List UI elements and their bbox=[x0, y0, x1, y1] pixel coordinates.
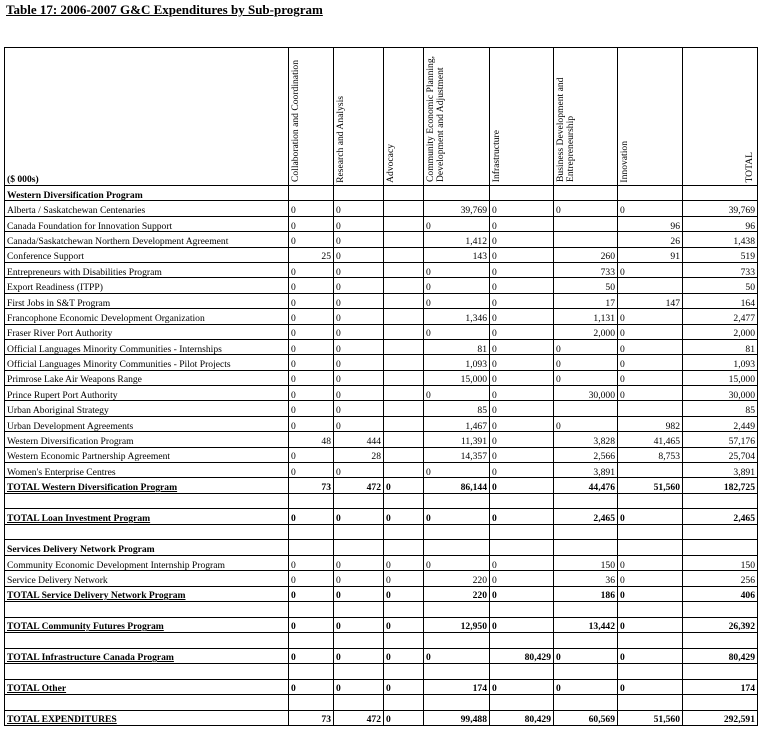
cell-value: 0 bbox=[490, 478, 554, 493]
cell-value: 73 bbox=[289, 710, 334, 725]
cell-value bbox=[384, 201, 424, 216]
cell-value: 0 bbox=[334, 586, 384, 601]
cell-value: 0 bbox=[334, 555, 384, 570]
cell-value bbox=[384, 386, 424, 401]
cell-value: 0 bbox=[424, 278, 490, 293]
total-row bbox=[5, 509, 758, 524]
cell-value: 0 bbox=[334, 309, 384, 324]
cell-value: 292,591 bbox=[683, 710, 758, 725]
cell-value: 0 bbox=[384, 509, 424, 524]
cell-value: 2,465 bbox=[554, 509, 618, 524]
cell-value: 0 bbox=[289, 416, 334, 431]
cell-value: 0 bbox=[490, 278, 554, 293]
table-row bbox=[5, 232, 758, 247]
total-row bbox=[5, 617, 758, 632]
cell-value: 12,950 bbox=[424, 617, 490, 632]
cell-value: 0 bbox=[554, 679, 618, 694]
row-label: TOTAL Community Futures Program bbox=[5, 617, 289, 632]
spacer-row bbox=[5, 694, 758, 710]
cell-value: 41,465 bbox=[618, 432, 683, 447]
cell-value bbox=[554, 232, 618, 247]
spacer-row bbox=[5, 524, 758, 540]
cell-value: 0 bbox=[554, 339, 618, 354]
table-row bbox=[5, 324, 758, 339]
cell-value: 0 bbox=[384, 586, 424, 601]
row-label: Prince Rupert Port Authority bbox=[5, 386, 289, 401]
cell-value: 0 bbox=[618, 309, 683, 324]
cell-value: 164 bbox=[683, 293, 758, 308]
cell-value: 0 bbox=[490, 463, 554, 478]
cell-value: 80,429 bbox=[490, 710, 554, 725]
cell-value: 150 bbox=[554, 555, 618, 570]
cell-value: 0 bbox=[289, 401, 334, 416]
cell-value: 85 bbox=[424, 401, 490, 416]
cell-value: 0 bbox=[424, 555, 490, 570]
cell-value: 81 bbox=[683, 339, 758, 354]
cell-value: 0 bbox=[289, 555, 334, 570]
cell-value: 0 bbox=[554, 416, 618, 431]
cell-value: 0 bbox=[289, 293, 334, 308]
total-row bbox=[5, 710, 758, 725]
row-label: Primrose Lake Air Weapons Range bbox=[5, 370, 289, 385]
cell-value: 0 bbox=[618, 201, 683, 216]
cell-value: 0 bbox=[334, 262, 384, 277]
row-label: Community Economic Development Internship Program bbox=[5, 555, 289, 570]
cell-value: 0 bbox=[554, 648, 618, 663]
row-label: Export Readiness (ITPP) bbox=[5, 278, 289, 293]
table-row bbox=[5, 370, 758, 385]
col-header: Research and Analysis bbox=[335, 95, 346, 183]
cell-value: 0 bbox=[289, 617, 334, 632]
cell-value: 0 bbox=[424, 648, 490, 663]
cell-value: 519 bbox=[683, 247, 758, 262]
cell-value: 0 bbox=[424, 262, 490, 277]
cell-value: 0 bbox=[490, 401, 554, 416]
cell-value bbox=[384, 432, 424, 447]
cell-value: 48 bbox=[289, 432, 334, 447]
cell-value: 0 bbox=[289, 232, 334, 247]
cell-value: 0 bbox=[490, 447, 554, 462]
cell-value: 1,093 bbox=[683, 355, 758, 370]
cell-value: 3,828 bbox=[554, 432, 618, 447]
row-label: Fraser River Port Authority bbox=[5, 324, 289, 339]
cell-value: 472 bbox=[334, 478, 384, 493]
row-label: Entrepreneurs with Disabilities Program bbox=[5, 262, 289, 277]
cell-value: 0 bbox=[334, 201, 384, 216]
col-header: Community Economic Planning, Development and Adjustment bbox=[425, 56, 447, 183]
cell-value: 80,429 bbox=[683, 648, 758, 663]
row-label: TOTAL Western Diversification Program bbox=[5, 478, 289, 493]
cell-value: 444 bbox=[334, 432, 384, 447]
cell-value bbox=[384, 447, 424, 462]
cell-value: 0 bbox=[424, 386, 490, 401]
cell-value: 0 bbox=[384, 617, 424, 632]
row-label: Service Delivery Network bbox=[5, 571, 289, 586]
table-row bbox=[5, 432, 758, 447]
cell-value: 26,392 bbox=[683, 617, 758, 632]
cell-value: 0 bbox=[490, 201, 554, 216]
cell-value: 406 bbox=[683, 586, 758, 601]
col-header: Advocacy bbox=[385, 143, 396, 183]
cell-value: 260 bbox=[554, 247, 618, 262]
table-body bbox=[5, 186, 758, 726]
cell-value: 3,891 bbox=[554, 463, 618, 478]
cell-value: 0 bbox=[334, 509, 384, 524]
row-label: Francophone Economic Development Organization bbox=[5, 309, 289, 324]
cell-value: 30,000 bbox=[554, 386, 618, 401]
cell-value: 0 bbox=[490, 586, 554, 601]
table-row bbox=[5, 571, 758, 586]
cell-value: 11,391 bbox=[424, 432, 490, 447]
cell-value bbox=[384, 324, 424, 339]
row-label: Western Diversification Program bbox=[5, 432, 289, 447]
cell-value: 0 bbox=[334, 648, 384, 663]
row-label: TOTAL Other bbox=[5, 679, 289, 694]
cell-value: 733 bbox=[554, 262, 618, 277]
cell-value: 0 bbox=[384, 555, 424, 570]
spacer-row bbox=[5, 663, 758, 679]
cell-value: 0 bbox=[618, 339, 683, 354]
table-row bbox=[5, 463, 758, 478]
cell-value: 99,488 bbox=[424, 710, 490, 725]
cell-value bbox=[384, 293, 424, 308]
cell-value: 0 bbox=[289, 509, 334, 524]
cell-value: 1,412 bbox=[424, 232, 490, 247]
table-row bbox=[5, 416, 758, 431]
cell-value: 14,357 bbox=[424, 447, 490, 462]
cell-value: 25 bbox=[289, 247, 334, 262]
cell-value: 15,000 bbox=[683, 370, 758, 385]
cell-value: 0 bbox=[334, 247, 384, 262]
cell-value: 0 bbox=[289, 309, 334, 324]
cell-value: 0 bbox=[554, 355, 618, 370]
cell-value: 0 bbox=[424, 463, 490, 478]
cell-value: 81 bbox=[424, 339, 490, 354]
col-header: Business Development and Entrepreneurship bbox=[555, 77, 577, 183]
row-label: Canada/Saskatchewan Northern Development Agreement bbox=[5, 232, 289, 247]
cell-value: 0 bbox=[618, 324, 683, 339]
cell-value: 147 bbox=[618, 293, 683, 308]
cell-value: 174 bbox=[683, 679, 758, 694]
cell-value: 256 bbox=[683, 571, 758, 586]
cell-value: 0 bbox=[289, 648, 334, 663]
cell-value: 0 bbox=[554, 201, 618, 216]
cell-value: 0 bbox=[618, 386, 683, 401]
cell-value bbox=[384, 262, 424, 277]
col-header: Infrastructure bbox=[491, 130, 502, 183]
table-row bbox=[5, 201, 758, 216]
row-label: Official Languages Minority Communities - Internships bbox=[5, 339, 289, 354]
cell-value: 0 bbox=[334, 293, 384, 308]
table-row bbox=[5, 216, 758, 231]
cell-value: 186 bbox=[554, 586, 618, 601]
cell-value bbox=[384, 355, 424, 370]
cell-value: 0 bbox=[289, 386, 334, 401]
total-row bbox=[5, 648, 758, 663]
row-label: Western Economic Partnership Agreement bbox=[5, 447, 289, 462]
cell-value: 0 bbox=[334, 278, 384, 293]
row-label: Alberta / Saskatchewan Centenaries bbox=[5, 201, 289, 216]
cell-value: 28 bbox=[334, 447, 384, 462]
cell-value: 0 bbox=[490, 416, 554, 431]
row-label: Women's Enterprise Centres bbox=[5, 463, 289, 478]
table-row bbox=[5, 262, 758, 277]
cell-value: 0 bbox=[289, 278, 334, 293]
cell-value: 60,569 bbox=[554, 710, 618, 725]
cell-value: 0 bbox=[490, 370, 554, 385]
cell-value: 0 bbox=[618, 586, 683, 601]
total-row bbox=[5, 478, 758, 493]
cell-value: 0 bbox=[289, 370, 334, 385]
cell-value: 0 bbox=[334, 617, 384, 632]
expenditures-table bbox=[4, 47, 758, 726]
cell-value bbox=[384, 416, 424, 431]
section-header-row bbox=[5, 186, 758, 201]
spacer-row bbox=[5, 601, 758, 617]
cell-value: 0 bbox=[554, 370, 618, 385]
col-header: Collaboration and Coordination bbox=[290, 60, 301, 183]
row-label: TOTAL EXPENDITURES bbox=[5, 710, 289, 725]
cell-value: 0 bbox=[289, 571, 334, 586]
col-header: TOTAL bbox=[743, 151, 755, 183]
cell-value: 0 bbox=[618, 617, 683, 632]
row-label: Canada Foundation for Innovation Support bbox=[5, 216, 289, 231]
cell-value: 0 bbox=[490, 509, 554, 524]
row-label: TOTAL Infrastructure Canada Program bbox=[5, 648, 289, 663]
cell-value: 0 bbox=[490, 571, 554, 586]
spacer-row bbox=[5, 632, 758, 648]
cell-value: 0 bbox=[289, 447, 334, 462]
cell-value: 0 bbox=[618, 370, 683, 385]
cell-value: 1,467 bbox=[424, 416, 490, 431]
cell-value: 0 bbox=[618, 648, 683, 663]
cell-value: 30,000 bbox=[683, 386, 758, 401]
cell-value: 0 bbox=[289, 679, 334, 694]
table-row bbox=[5, 293, 758, 308]
cell-value bbox=[384, 247, 424, 262]
table-row bbox=[5, 247, 758, 262]
table-row bbox=[5, 309, 758, 324]
cell-value: 0 bbox=[490, 247, 554, 262]
cell-value: 0 bbox=[490, 293, 554, 308]
cell-value: 85 bbox=[683, 401, 758, 416]
cell-value: 0 bbox=[618, 355, 683, 370]
total-row bbox=[5, 586, 758, 601]
cell-value: 1,438 bbox=[683, 232, 758, 247]
section-title: Services Delivery Network Program bbox=[5, 540, 289, 555]
cell-value: 0 bbox=[334, 324, 384, 339]
cell-value: 0 bbox=[424, 216, 490, 231]
cell-value bbox=[384, 463, 424, 478]
cell-value: 0 bbox=[289, 463, 334, 478]
cell-value: 0 bbox=[289, 586, 334, 601]
cell-value: 733 bbox=[683, 262, 758, 277]
table-row bbox=[5, 447, 758, 462]
cell-value: 982 bbox=[618, 416, 683, 431]
cell-value: 1,346 bbox=[424, 309, 490, 324]
cell-value: 220 bbox=[424, 571, 490, 586]
table-row bbox=[5, 355, 758, 370]
cell-value: 17 bbox=[554, 293, 618, 308]
row-label: TOTAL Service Delivery Network Program bbox=[5, 586, 289, 601]
cell-value bbox=[384, 278, 424, 293]
cell-value bbox=[384, 232, 424, 247]
cell-value: 2,000 bbox=[554, 324, 618, 339]
cell-value bbox=[384, 339, 424, 354]
cell-value: 57,176 bbox=[683, 432, 758, 447]
cell-value: 0 bbox=[334, 339, 384, 354]
cell-value: 2,465 bbox=[683, 509, 758, 524]
cell-value: 0 bbox=[334, 232, 384, 247]
cell-value: 0 bbox=[384, 679, 424, 694]
col-header: Innovation bbox=[619, 140, 630, 183]
cell-value: 51,560 bbox=[618, 478, 683, 493]
cell-value: 8,753 bbox=[618, 447, 683, 462]
section-title: Western Diversification Program bbox=[5, 186, 289, 201]
cell-value: 0 bbox=[490, 679, 554, 694]
table-row bbox=[5, 278, 758, 293]
table-title: Table 17: 2006-2007 G&C Expenditures by Sub-program bbox=[6, 2, 323, 17]
cell-value: 44,476 bbox=[554, 478, 618, 493]
cell-value: 73 bbox=[289, 478, 334, 493]
cell-value: 0 bbox=[289, 355, 334, 370]
cell-value: 220 bbox=[424, 586, 490, 601]
cell-value bbox=[384, 309, 424, 324]
cell-value: 2,449 bbox=[683, 416, 758, 431]
cell-value: 0 bbox=[289, 324, 334, 339]
cell-value: 0 bbox=[334, 679, 384, 694]
cell-value: 2,477 bbox=[683, 309, 758, 324]
cell-value: 174 bbox=[424, 679, 490, 694]
cell-value: 0 bbox=[424, 324, 490, 339]
cell-value: 0 bbox=[618, 555, 683, 570]
cell-value: 13,442 bbox=[554, 617, 618, 632]
cell-value: 0 bbox=[334, 463, 384, 478]
header-row bbox=[5, 48, 758, 186]
cell-value: 0 bbox=[490, 339, 554, 354]
cell-value: 15,000 bbox=[424, 370, 490, 385]
cell-value bbox=[554, 401, 618, 416]
cell-value: 0 bbox=[334, 386, 384, 401]
cell-value: 0 bbox=[618, 262, 683, 277]
row-label: Urban Development Agreements bbox=[5, 416, 289, 431]
cell-value: 25,704 bbox=[683, 447, 758, 462]
cell-value: 0 bbox=[618, 509, 683, 524]
cell-value: 0 bbox=[490, 617, 554, 632]
row-label: Official Languages Minority Communities - Pilot Projects bbox=[5, 355, 289, 370]
cell-value bbox=[384, 401, 424, 416]
cell-value bbox=[618, 278, 683, 293]
cell-value: 0 bbox=[618, 571, 683, 586]
cell-value: 0 bbox=[289, 216, 334, 231]
cell-value: 0 bbox=[334, 416, 384, 431]
cell-value: 150 bbox=[683, 555, 758, 570]
cell-value: 0 bbox=[384, 478, 424, 493]
cell-value: 3,891 bbox=[683, 463, 758, 478]
cell-value: 0 bbox=[334, 401, 384, 416]
unit-label: ($ 000s) bbox=[5, 48, 289, 186]
cell-value: 80,429 bbox=[490, 648, 554, 663]
table-row bbox=[5, 401, 758, 416]
cell-value bbox=[554, 216, 618, 231]
cell-value: 96 bbox=[683, 216, 758, 231]
cell-value bbox=[618, 463, 683, 478]
cell-value: 0 bbox=[490, 309, 554, 324]
cell-value: 2,000 bbox=[683, 324, 758, 339]
cell-value: 143 bbox=[424, 247, 490, 262]
cell-value: 0 bbox=[424, 509, 490, 524]
cell-value: 0 bbox=[334, 216, 384, 231]
cell-value: 50 bbox=[554, 278, 618, 293]
cell-value: 0 bbox=[334, 355, 384, 370]
section-header-row bbox=[5, 540, 758, 555]
cell-value bbox=[618, 401, 683, 416]
cell-value: 0 bbox=[490, 216, 554, 231]
cell-value: 26 bbox=[618, 232, 683, 247]
cell-value: 0 bbox=[334, 370, 384, 385]
cell-value: 0 bbox=[490, 386, 554, 401]
cell-value bbox=[384, 216, 424, 231]
row-label: TOTAL Loan Investment Program bbox=[5, 509, 289, 524]
row-label: First Jobs in S&T Program bbox=[5, 293, 289, 308]
cell-value: 36 bbox=[554, 571, 618, 586]
cell-value: 0 bbox=[424, 293, 490, 308]
cell-value: 96 bbox=[618, 216, 683, 231]
cell-value: 0 bbox=[384, 710, 424, 725]
total-row bbox=[5, 679, 758, 694]
cell-value: 0 bbox=[490, 432, 554, 447]
row-label: Conference Support bbox=[5, 247, 289, 262]
cell-value: 0 bbox=[384, 571, 424, 586]
cell-value: 0 bbox=[384, 648, 424, 663]
cell-value: 0 bbox=[490, 262, 554, 277]
cell-value: 2,566 bbox=[554, 447, 618, 462]
cell-value: 50 bbox=[683, 278, 758, 293]
cell-value: 472 bbox=[334, 710, 384, 725]
cell-value: 0 bbox=[334, 571, 384, 586]
cell-value: 0 bbox=[490, 232, 554, 247]
cell-value: 182,725 bbox=[683, 478, 758, 493]
spacer-row bbox=[5, 493, 758, 509]
cell-value: 39,769 bbox=[683, 201, 758, 216]
cell-value: 39,769 bbox=[424, 201, 490, 216]
cell-value: 1,131 bbox=[554, 309, 618, 324]
cell-value: 51,560 bbox=[618, 710, 683, 725]
row-label: Urban Aboriginal Strategy bbox=[5, 401, 289, 416]
cell-value: 0 bbox=[289, 262, 334, 277]
table-row bbox=[5, 555, 758, 570]
cell-value: 91 bbox=[618, 247, 683, 262]
cell-value: 0 bbox=[618, 679, 683, 694]
cell-value: 0 bbox=[490, 324, 554, 339]
table-row bbox=[5, 339, 758, 354]
cell-value: 0 bbox=[490, 355, 554, 370]
cell-value: 0 bbox=[289, 201, 334, 216]
table-row bbox=[5, 386, 758, 401]
cell-value: 1,093 bbox=[424, 355, 490, 370]
cell-value bbox=[384, 370, 424, 385]
cell-value: 86,144 bbox=[424, 478, 490, 493]
cell-value: 0 bbox=[490, 555, 554, 570]
cell-value: 0 bbox=[289, 339, 334, 354]
